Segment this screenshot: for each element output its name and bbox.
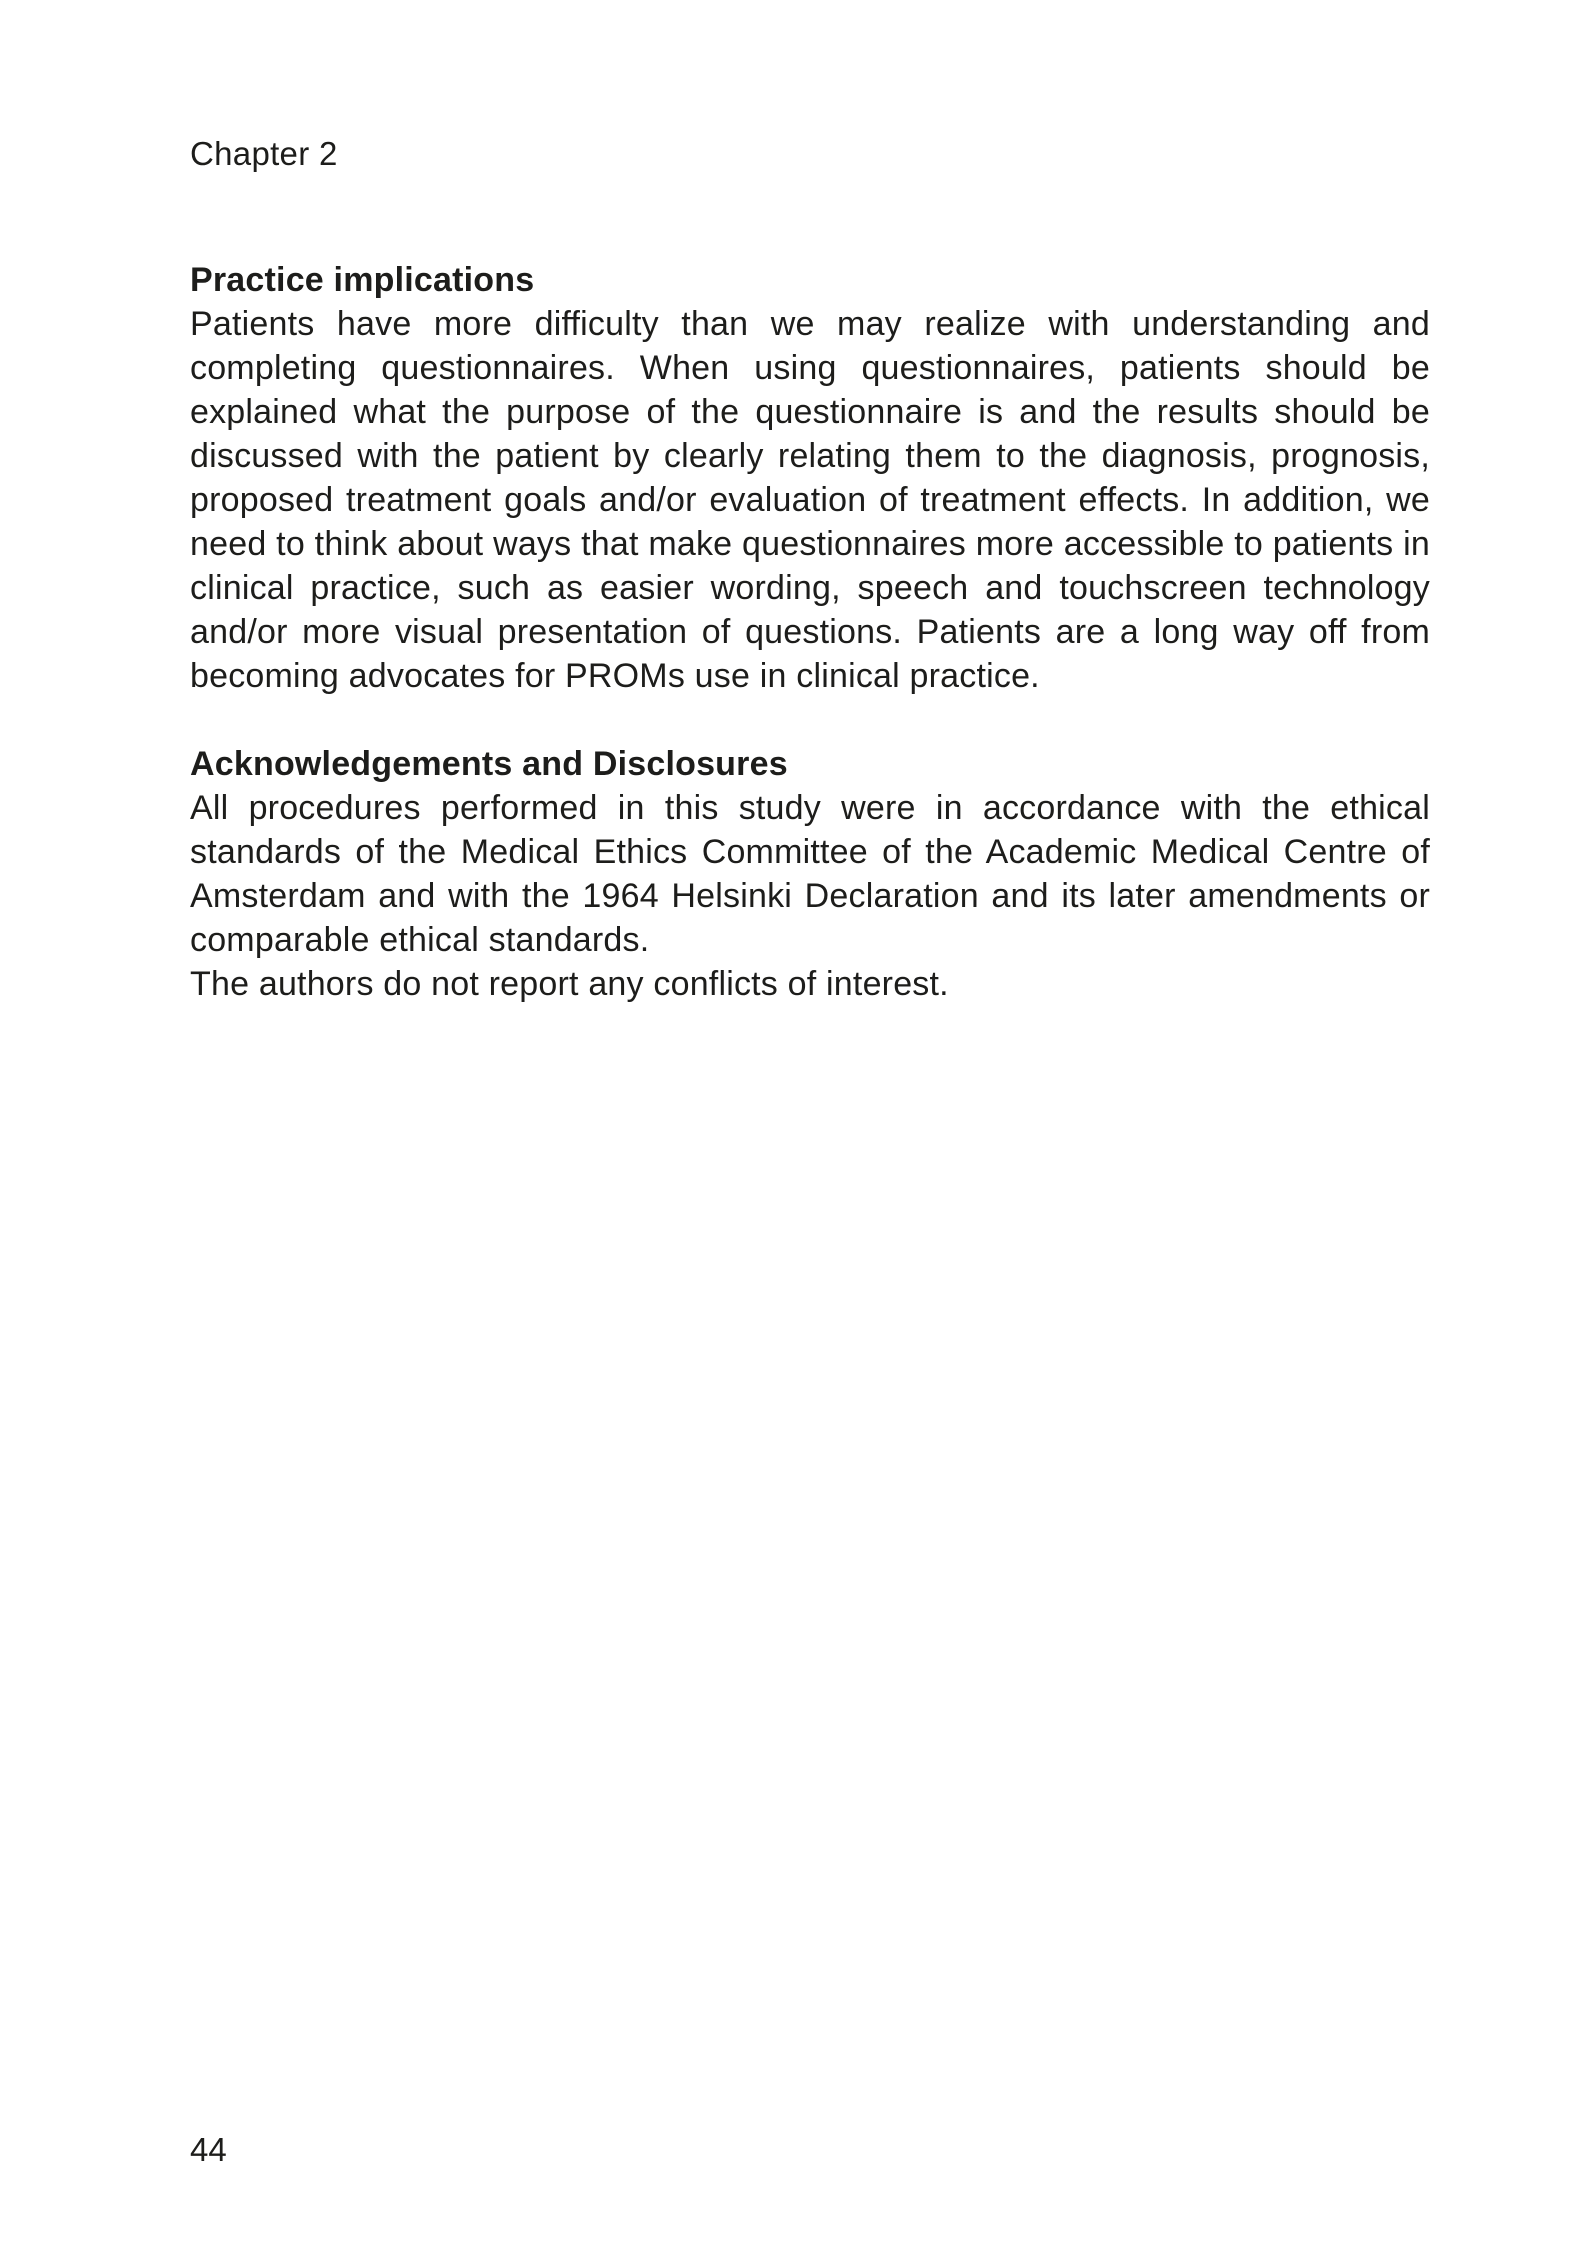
section-heading-acknowledgements: Acknowledgements and Disclosures [190,745,788,783]
chapter-running-header: Chapter 2 [190,135,338,172]
page-number: 44 [190,2131,227,2168]
paragraph-conflicts-of-interest: The authors do not report any conflicts of interest. [190,965,949,1003]
paragraph-practice-implications: Patients have more difficulty than we may realize with understanding and completing questionnaires. When using questionnaires, patients should be explained what the purpose of the questionnaire is and the results should be discussed with the patient by clearly relating them to the diagnosis, prognosis, proposed treatment goals and/or evaluation of treatment effects. In addition, we need to think about ways that make questionnaires more accessible to patients in clinical practice, such as easier wording, speech and touchscreen technology and/or more visual presentation of questions. Patients are a long way off from becoming advocates for PROMs use in clinical practice. [190,305,1430,695]
page-content [190,258,1430,1050]
section-heading-practice-implications: Practice implications [190,261,535,299]
paragraph-ethical-standards: All procedures performed in this study were in accordance with the ethical standards of the Medical Ethics Committee of the Academic Medical Centre of Amsterdam and with the 1964 Helsinki Declaration and its later amendments or comparable ethical standards. [190,789,1430,959]
section-practice-implications [190,258,1430,698]
section-acknowledgements-disclosures [190,742,1430,1006]
